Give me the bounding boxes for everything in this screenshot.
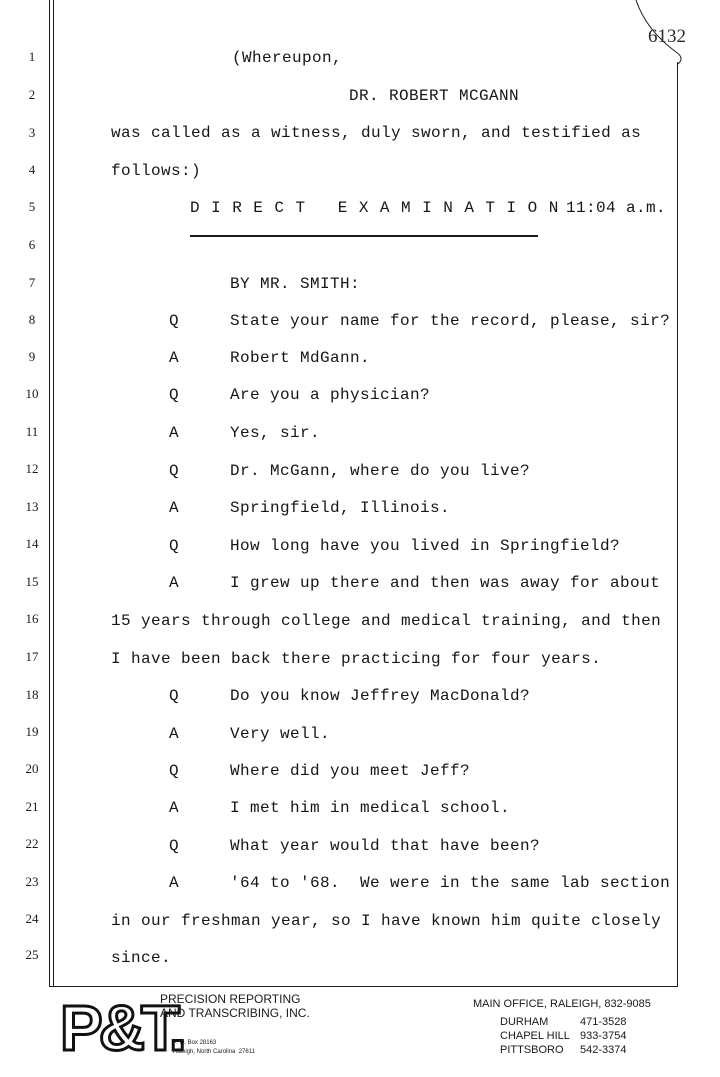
line-number: 18 [25,687,39,702]
line-number: 5 [28,199,36,214]
transcript-line: I met him in medical school. [230,799,511,817]
transcript-line: DR. ROBERT MCGANN [349,87,520,105]
transcript-line: '64 to '68. We were in the same lab section [230,874,671,892]
transcript-line: What year would that have been? [230,837,541,855]
speaker-q: Q [169,837,180,855]
firm-name-line1: PRECISION REPORTING [160,992,301,1006]
start-time: 11:04 a.m. [566,199,667,217]
transcript-line: Robert MdGann. [230,349,371,367]
bottom-rule [49,986,678,987]
speaker-a: A [169,499,180,517]
office-phone: 542-3374 [580,1044,627,1056]
line-number: 21 [25,799,39,814]
transcript-line: State your name for the record, please, sir? [230,312,671,330]
transcript-line: Very well. [230,725,331,743]
firm-po-box: P. O. Box 28163 [173,1040,217,1046]
office-city: PITTSBORO [500,1044,564,1056]
line-number: 9 [28,349,36,364]
line-number: 8 [28,312,36,327]
speaker-q: Q [169,687,180,705]
speaker-q: Q [169,312,180,330]
transcript-line: Where did you meet Jeff? [230,762,471,780]
line-number: 7 [28,275,36,290]
transcript-line: in our freshman year, so I have known him quite closely [111,912,662,930]
speaker-a: A [169,874,180,892]
line-number: 1 [28,49,36,64]
speaker-a: A [169,424,180,442]
right-margin-rule [677,62,678,987]
line-number: 16 [25,611,39,626]
transcript-line: How long have you lived in Springfield? [230,537,621,555]
main-office: MAIN OFFICE, RALEIGH, 832-9085 [473,998,651,1010]
office-phone: 471-3528 [580,1016,627,1028]
transcript-line: Are you a physician? [230,386,431,404]
speaker-q: Q [169,762,180,780]
line-number: 13 [25,499,39,514]
line-number: 22 [25,836,39,851]
speaker-q: Q [169,537,180,555]
speaker-a: A [169,725,180,743]
line-number: 2 [28,87,36,102]
page-number: 6132 [648,26,686,47]
line-number: 11 [25,424,39,439]
company-logo [58,988,183,1064]
line-number: 10 [25,386,39,401]
transcript-line: Dr. McGann, where do you live? [230,462,531,480]
line-number: 17 [25,649,39,664]
section-heading: DIRECT EXAMINATION [190,199,570,217]
speaker-q: Q [169,462,180,480]
transcript-line: follows:) [111,162,202,180]
line-number: 19 [25,724,39,739]
line-number: 12 [25,461,39,476]
transcript-line: Springfield, Illinois. [230,499,451,517]
line-number: 24 [25,911,39,926]
transcript-line: was called as a witness, duly sworn, and testified as [111,124,642,142]
line-number: 20 [25,761,39,776]
line-number: 3 [28,125,36,140]
office-city: DURHAM [500,1016,549,1028]
examiner-line: BY MR. SMITH: [230,275,361,293]
transcript-line: Do you know Jeffrey MacDonald? [230,687,531,705]
line-number: 15 [25,574,39,589]
speaker-a: A [169,349,180,367]
line-number: 23 [25,874,39,889]
speaker-q: Q [169,386,180,404]
left-margin-rule-inner [53,0,54,987]
line-number: 6 [28,237,36,252]
heading-underline [190,235,538,237]
line-number: 4 [28,162,36,177]
line-number: 25 [25,947,39,962]
line-number: 14 [25,536,39,551]
speaker-a: A [169,574,180,592]
logo-lettering: P&T. [60,992,183,1064]
transcript-line: I grew up there and then was away for about [230,574,661,592]
transcript-line: Yes, sir. [230,424,321,442]
transcript-line: (Whereupon, [232,49,343,67]
speaker-a: A [169,799,180,817]
office-city: CHAPEL HILL [500,1030,570,1042]
transcript-line: since. [111,949,172,967]
transcript-line: 15 years through college and medical training, and then [111,612,662,630]
firm-city: Raleigh, North Carolina 27611 [173,1049,255,1055]
logo-graphic [58,988,183,1064]
transcript-line: I have been back there practicing for four years. [111,650,602,668]
office-phone: 933-3754 [580,1030,627,1042]
firm-name-line2: AND TRANSCRIBING, INC. [160,1006,310,1020]
